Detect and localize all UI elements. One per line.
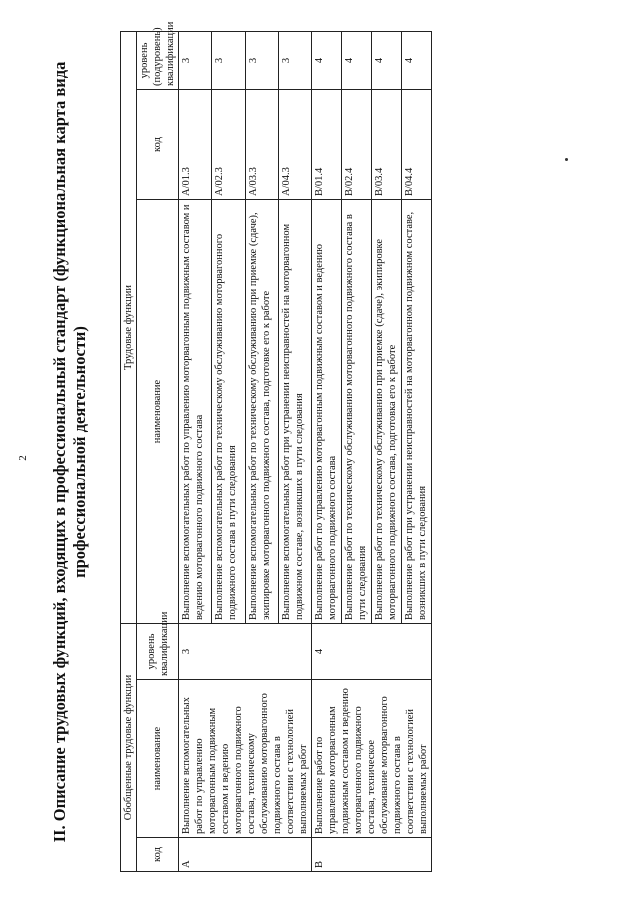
header-level: уровень квалификации xyxy=(137,624,179,680)
header-labor: Трудовые функции xyxy=(121,31,137,623)
function-code: A/04.3 xyxy=(278,90,311,200)
function-name: Выполнение вспомогательных работ по управлению моторвагонным подвижным составом и ведению моторвагонного подвижного состава xyxy=(179,200,212,624)
rotated-sheet xyxy=(50,21,590,872)
header-generalized: Обобщенные трудовые функции xyxy=(121,624,137,872)
function-code: B/03.4 xyxy=(372,90,402,200)
function-code: A/02.3 xyxy=(212,90,245,200)
header-row-2 xyxy=(137,31,179,871)
function-level: 4 xyxy=(372,31,402,89)
group-code: B xyxy=(312,838,432,872)
function-name: Выполнение работ при устранении неисправностей на моторвагонном подвижном составе, возникших в пути следования xyxy=(402,200,432,624)
header-tf-name: наименование xyxy=(137,200,179,624)
function-name: Выполнение работ по техническому обслуживанию при приемке (сдаче), экипировке моторвагонного подвижного состава, подготовка его к работе xyxy=(372,200,402,624)
function-level: 3 xyxy=(179,31,212,89)
function-code: B/02.4 xyxy=(342,90,372,200)
table-row xyxy=(179,31,212,871)
header-tf-level: уровень (подуровень) квалификации xyxy=(137,31,179,89)
function-code: A/03.3 xyxy=(245,90,278,200)
group-name: Выполнение работ по управлению моторвагонным подвижным составом и ведению моторвагонного подвижного состава, техническое обслуживание моторвагонного подвижного состава в соответствии с технологией выполняемых работ xyxy=(312,680,432,838)
function-level: 3 xyxy=(278,31,311,89)
group-level: 4 xyxy=(312,624,432,680)
function-level: 4 xyxy=(342,31,372,89)
function-name: Выполнение вспомогательных работ при устранении неисправностей на моторвагонном подвижном составе, возникших в пути следования xyxy=(278,200,311,624)
section-title-line1: II. Описание трудовых функций, входящих в профессиональный стандарт (функциональная карта вида xyxy=(50,61,69,843)
function-code: B/04.4 xyxy=(402,90,432,200)
function-level: 4 xyxy=(312,31,342,89)
function-code: A/01.3 xyxy=(179,90,212,200)
function-name: Выполнение вспомогательных работ по техническому обслуживанию при приемке (сдаче), экипировке моторвагонного подвижного состава, подготовке его к работе xyxy=(245,200,278,624)
functions-table xyxy=(120,21,432,872)
function-code: B/01.4 xyxy=(312,90,342,200)
header-code: код xyxy=(137,838,179,872)
function-level: 3 xyxy=(245,31,278,89)
header-name: наименование xyxy=(137,680,179,838)
function-name: Выполнение вспомогательных работ по техническому обслуживанию моторвагонного подвижного состава в пути следования xyxy=(212,200,245,624)
group-level: 3 xyxy=(179,624,312,680)
group-code: A xyxy=(179,838,312,872)
function-name: Выполнение работ по управлению моторвагонным подвижным составом и ведению моторвагонного подвижного состава xyxy=(312,200,342,624)
function-level: 4 xyxy=(402,31,432,89)
function-level: 3 xyxy=(212,31,245,89)
header-tf-code: код xyxy=(137,90,179,200)
page-number: 2 xyxy=(16,455,29,461)
header-row-1 xyxy=(121,31,137,871)
table-row xyxy=(312,31,342,871)
group-name: Выполнение вспомогательных работ по управлению моторвагонным подвижным составом и ведению моторвагонного подвижного состава, техническому обслуживанию моторвагонного подвижного состава в соответствии с технологией выполняемых работ xyxy=(179,680,312,838)
section-title-line2: профессиональной деятельности) xyxy=(70,326,89,578)
function-name: Выполнение работ по техническому обслуживанию моторвагонного подвижного состава в пути следования xyxy=(342,200,372,624)
section-title xyxy=(50,32,122,872)
